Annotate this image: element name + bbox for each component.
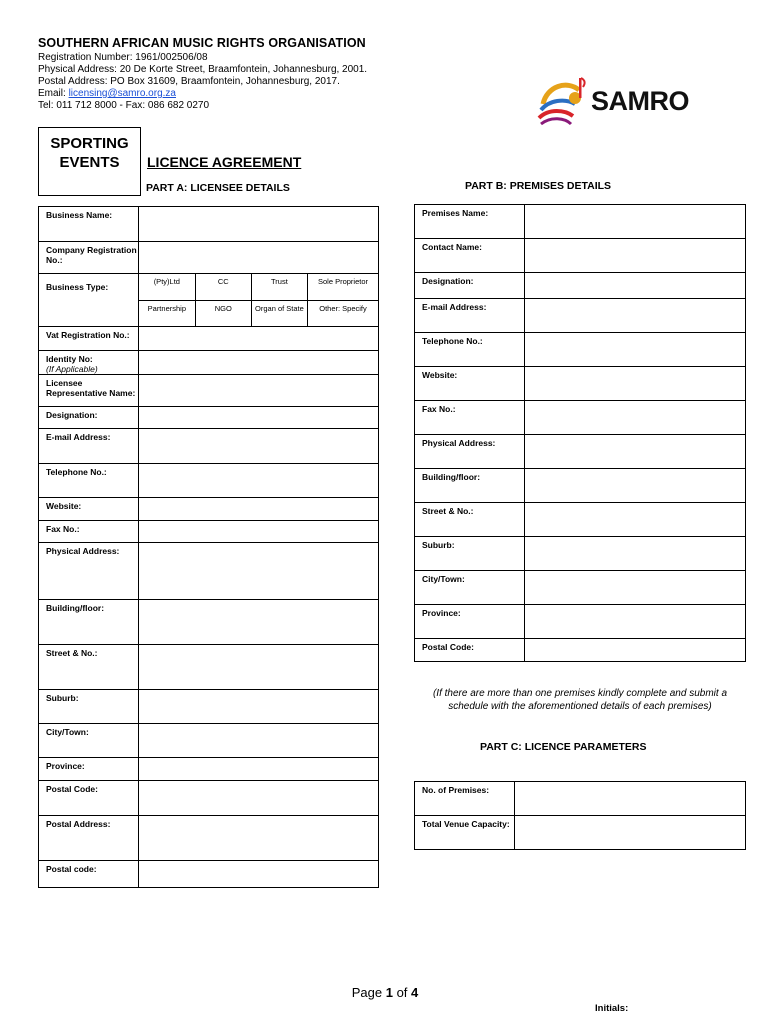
business-name-label: Business Name: (39, 207, 139, 242)
premises-street-label: Street & No.: (415, 503, 525, 537)
premises-street-field[interactable] (525, 503, 746, 537)
registration-number: Registration Number: 1961/002506/08 (38, 52, 208, 63)
company-reg-label: Company Registration No.: (39, 242, 139, 274)
email-label: Email: (38, 88, 69, 99)
building-label: Building/floor: (39, 600, 139, 645)
event-type-box (38, 127, 141, 196)
vat-label: Vat Registration No.: (39, 327, 139, 351)
fax-field[interactable] (139, 521, 379, 543)
venue-capacity-label: Total Venue Capacity: (415, 816, 515, 850)
premises-website-field[interactable] (525, 367, 746, 401)
premises-telephone-field[interactable] (525, 333, 746, 367)
page-prefix: Page (351, 985, 386, 1000)
physical-address-line: Physical Address: 20 De Korte Street, Braamfontein, Johannesburg, 2001. (38, 64, 368, 75)
premises-email-label: E-mail Address: (415, 299, 525, 333)
rep-name-field[interactable] (139, 375, 379, 407)
business-type-label: Business Type: (39, 274, 139, 327)
premises-website-label: Website: (415, 367, 525, 401)
premises-email-field[interactable] (525, 299, 746, 333)
type-cc[interactable]: CC (195, 274, 251, 300)
physical-address-field[interactable] (139, 543, 379, 600)
premises-name-field[interactable] (525, 205, 746, 239)
type-sole-proprietor[interactable]: Sole Proprietor (308, 274, 379, 300)
building-field[interactable] (139, 600, 379, 645)
postal-address-label: Postal Address: (39, 816, 139, 861)
part-c-title: PART C: LICENCE PARAMETERS (480, 741, 647, 753)
page-of: of (392, 985, 412, 1000)
type-ngo[interactable]: NGO (195, 300, 251, 326)
city-label: City/Town: (39, 724, 139, 758)
street-field[interactable] (139, 645, 379, 690)
postal-address-line: Postal Address: PO Box 31609, Braamfontein, Johannesburg, 2017. (38, 76, 340, 87)
postal-code-2-label: Postal code: (39, 861, 139, 888)
website-field[interactable] (139, 498, 379, 521)
province-label: Province: (39, 758, 139, 781)
type-partnership[interactable]: Partnership (139, 300, 195, 326)
business-type-options (139, 274, 379, 327)
venue-capacity-field[interactable] (515, 816, 746, 850)
fax-label: Fax No.: (39, 521, 139, 543)
telephone-field[interactable] (139, 464, 379, 498)
premises-province-field[interactable] (525, 605, 746, 639)
part-b-table (414, 204, 746, 662)
page-current: 1 (385, 985, 393, 1000)
physical-address-label: Physical Address: (39, 543, 139, 600)
premises-name-label: Premises Name: (415, 205, 525, 239)
city-field[interactable] (139, 724, 379, 758)
page-total: 4 (411, 985, 419, 1000)
initials-label: Initials: (595, 1003, 629, 1014)
org-name: SOUTHERN AFRICAN MUSIC RIGHTS ORGANISATION (38, 36, 366, 50)
email-line (38, 88, 176, 100)
samro-logo (535, 74, 710, 132)
logo-text: SAMRO (591, 86, 689, 116)
type-organ-of-state[interactable]: Organ of State (251, 300, 307, 326)
designation-label: Designation: (39, 407, 139, 429)
premises-city-label: City/Town: (415, 571, 525, 605)
premises-building-label: Building/floor: (415, 469, 525, 503)
premises-postal-code-field[interactable] (525, 639, 746, 662)
vat-field[interactable] (139, 327, 379, 351)
postal-address-field[interactable] (139, 816, 379, 861)
postal-code-label: Postal Code: (39, 781, 139, 816)
samro-logo-icon (535, 74, 595, 132)
page-number (0, 985, 770, 1000)
company-reg-field[interactable] (139, 242, 379, 274)
premises-note: (If there are more than one premises kindly complete and submit a schedule with the aforementioned details of each premises) (432, 688, 728, 712)
premises-postal-code-label: Postal Code: (415, 639, 525, 662)
premises-fax-field[interactable] (525, 401, 746, 435)
postal-code-2-field[interactable] (139, 861, 379, 888)
part-a-table (38, 206, 379, 888)
premises-physical-label: Physical Address: (415, 435, 525, 469)
part-a-title: PART A: LICENSEE DETAILS (146, 182, 290, 194)
email-address-field[interactable] (139, 429, 379, 464)
premises-province-label: Province: (415, 605, 525, 639)
contact-name-label: Contact Name: (415, 239, 525, 273)
postal-code-field[interactable] (139, 781, 379, 816)
tel-line: Tel: 011 712 8000 - Fax: 086 682 0270 (38, 100, 210, 111)
type-trust[interactable]: Trust (251, 274, 307, 300)
premises-telephone-label: Telephone No.: (415, 333, 525, 367)
website-label: Website: (39, 498, 139, 521)
email-link[interactable]: licensing@samro.org.za (68, 88, 176, 99)
premises-suburb-field[interactable] (525, 537, 746, 571)
no-of-premises-label: No. of Premises: (415, 782, 515, 816)
rep-name-label: Licensee Representative Name: (39, 375, 139, 407)
designation-field[interactable] (139, 407, 379, 429)
identity-sub: (If Applicable) (46, 364, 98, 374)
email-address-label: E-mail Address: (39, 429, 139, 464)
province-field[interactable] (139, 758, 379, 781)
telephone-label: Telephone No.: (39, 464, 139, 498)
identity-field[interactable] (139, 351, 379, 375)
premises-building-field[interactable] (525, 469, 746, 503)
event-type-line1: SPORTING (50, 135, 129, 152)
contact-name-field[interactable] (525, 239, 746, 273)
premises-designation-label: Designation: (415, 273, 525, 299)
suburb-field[interactable] (139, 690, 379, 724)
event-type-line2: EVENTS (59, 154, 120, 171)
part-b-title: PART B: PREMISES DETAILS (465, 180, 612, 192)
premises-designation-field[interactable] (525, 273, 746, 299)
premises-fax-label: Fax No.: (415, 401, 525, 435)
type-pty-ltd[interactable]: (Pty)Ltd (139, 274, 195, 300)
identity-label-text: Identity No: (46, 354, 93, 364)
identity-label (39, 351, 139, 375)
type-other[interactable]: Other: Specify (319, 303, 367, 313)
part-c-table (414, 781, 746, 850)
agreement-title: LICENCE AGREEMENT (147, 154, 302, 170)
premises-city-field[interactable] (525, 571, 746, 605)
premises-physical-field[interactable] (525, 435, 746, 469)
street-label: Street & No.: (39, 645, 139, 690)
no-of-premises-field[interactable] (515, 782, 746, 816)
suburb-label: Suburb: (39, 690, 139, 724)
premises-suburb-label: Suburb: (415, 537, 525, 571)
business-name-field[interactable] (139, 207, 379, 242)
